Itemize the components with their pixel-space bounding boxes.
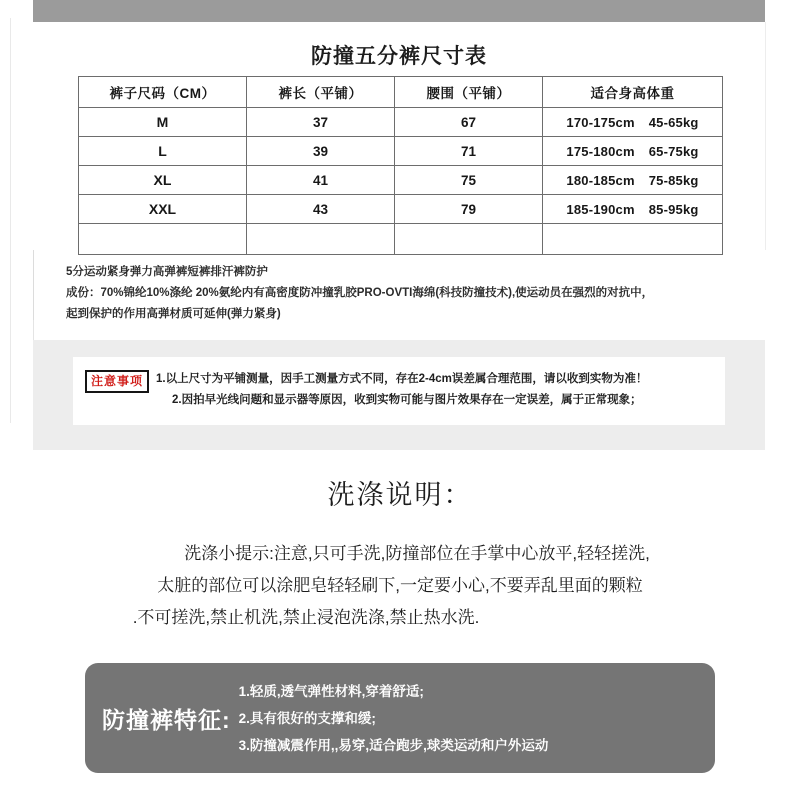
cell-size: M xyxy=(79,108,247,137)
notice-line: 2.因拍早光线问题和显示器等原因，收到实物可能与图片效果存在一定误差，属于正常现象； xyxy=(172,394,642,406)
cell-fit-weight: 45-65kg xyxy=(648,114,699,130)
notice-badge: 注意事项 xyxy=(85,370,149,393)
washing-instructions-title: 洗涤说明： xyxy=(327,480,473,510)
cell-size: XL xyxy=(79,166,247,195)
size-chart-table xyxy=(78,76,723,255)
size-chart-card xyxy=(33,22,766,250)
cell-size: L xyxy=(79,137,247,166)
features-label: 防撞裤特征: xyxy=(102,706,231,733)
column-header-waist: 腰围（平铺） xyxy=(395,77,543,108)
cell-length: 39 xyxy=(247,137,395,166)
cell-fit-height: 175-180cm xyxy=(566,143,635,159)
feature-item: 1.轻质,透气弹性材料,穿着舒适; xyxy=(238,683,424,699)
washing-instructions-body xyxy=(0,538,800,634)
features-box xyxy=(85,663,715,773)
cell-fit-weight: 75-85kg xyxy=(648,172,699,188)
table-header-row xyxy=(79,77,723,108)
cell-blank xyxy=(247,224,395,255)
cell-length: 37 xyxy=(247,108,395,137)
cell-fit xyxy=(543,166,723,195)
table-row xyxy=(79,137,723,166)
cell-size: XXL xyxy=(79,195,247,224)
notice-text xyxy=(156,369,647,411)
cell-length: 43 xyxy=(247,195,395,224)
column-header-size: 裤子尺码（CM） xyxy=(79,77,247,108)
notice-row xyxy=(85,369,647,411)
cell-waist: 67 xyxy=(395,108,543,137)
cell-waist: 79 xyxy=(395,195,543,224)
page-guide-line-outer xyxy=(10,18,11,423)
features-list xyxy=(231,678,715,759)
cell-fit-weight: 85-95kg xyxy=(648,201,699,217)
description-line: 起到保护的作用高弹材质可延伸(弹力紧身) xyxy=(66,308,281,320)
cell-fit xyxy=(543,195,723,224)
cell-fit-height: 180-185cm xyxy=(566,172,635,188)
cell-waist: 71 xyxy=(395,137,543,166)
feature-item: 3.防撞减震作用,,易穿,适合跑步,球类运动和户外运动 xyxy=(238,737,549,753)
feature-item: 2.具有很好的支撑和缓; xyxy=(238,710,376,726)
cell-fit xyxy=(543,137,723,166)
description-line: 5分运动紧身弹力高弹裤短裤排汗裤防护 xyxy=(66,266,268,278)
column-header-fit: 适合身高体重 xyxy=(543,77,723,108)
washing-line: 太脏的部位可以涂肥皂轻轻刷下,一定要小心,不要弄乱里面的颗粒 xyxy=(157,576,643,595)
size-chart-title: 防撞五分裤尺寸表 xyxy=(311,45,487,68)
features-inner xyxy=(85,663,715,773)
cell-blank xyxy=(395,224,543,255)
notice-line: 1.以上尺寸为平铺测量，因手工测量方式不同，存在2-4cm误差属合理范围，请以收到实物为准！ xyxy=(156,373,648,385)
washing-line: 洗涤小提示:注意,只可手洗,防撞部位在手掌中心放平,轻轻搓洗, xyxy=(184,544,650,563)
cell-fit-weight: 65-75kg xyxy=(648,143,699,159)
table-row xyxy=(79,195,723,224)
table-row xyxy=(79,166,723,195)
cell-fit-height: 170-175cm xyxy=(566,114,635,130)
cell-fit-height: 185-190cm xyxy=(566,201,635,217)
table-row-blank xyxy=(79,224,723,255)
cell-blank xyxy=(79,224,247,255)
top-gray-bar xyxy=(33,0,765,22)
description-line: 成份：70%锦纶10%涤纶 20%氨纶内有高密度防冲撞乳胶PRO-OVTI海绵(科技防撞技术),使运动员在强烈的对抗中， xyxy=(66,287,654,299)
washing-line: .不可搓洗,禁止机洗,禁止浸泡洗涤,禁止热水洗. xyxy=(132,608,480,627)
column-header-length: 裤长（平铺） xyxy=(247,77,395,108)
table-row xyxy=(79,108,723,137)
cell-fit xyxy=(543,108,723,137)
notice-card xyxy=(73,357,725,425)
cell-blank xyxy=(543,224,723,255)
product-description xyxy=(66,262,756,325)
cell-waist: 75 xyxy=(395,166,543,195)
cell-length: 41 xyxy=(247,166,395,195)
